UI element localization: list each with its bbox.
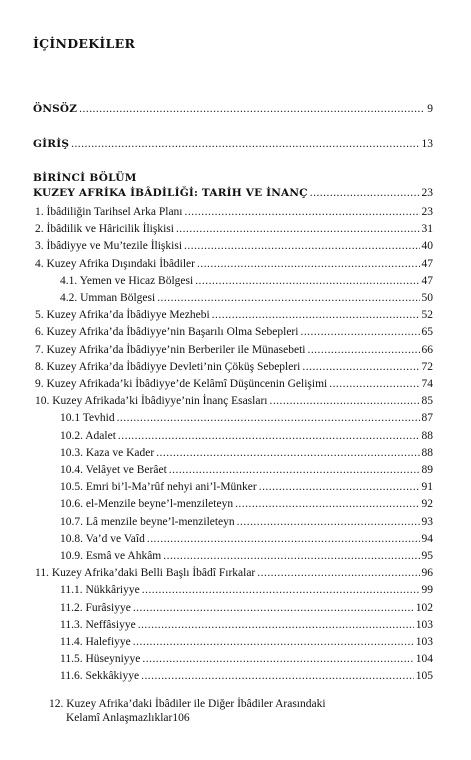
leader-dots (133, 636, 414, 649)
toc-subentry (60, 636, 433, 649)
toc-entry (35, 395, 433, 408)
leader-dots (138, 619, 414, 632)
toc-entry (35, 258, 433, 271)
toc-subentry (60, 430, 433, 443)
toc-subentry (60, 464, 433, 477)
toc-subentry (60, 550, 433, 563)
entry-label: 10.4. Velâyet ve Berâet (60, 464, 167, 476)
entry-page: 92 (421, 498, 433, 511)
toc-entry (35, 223, 433, 236)
toc-subentry (60, 481, 433, 494)
toc-entry (35, 326, 433, 339)
entry-page: 50 (421, 292, 433, 304)
leader-dots (329, 378, 419, 391)
front-entry-label: GİRİŞ (33, 138, 70, 150)
entry-page: 96 (421, 567, 433, 580)
entry-page: 91 (421, 481, 433, 494)
entry-label: 2. İbâdilik ve Hâricilik İlişkisi (35, 223, 174, 236)
entry-label: 9. Kuzey Afrikada’ki İbâdiyye’de Kelâmî Düşüncenin Gelişimi (35, 378, 328, 390)
entry-page: 47 (421, 257, 433, 270)
entry-label: 1. İbâdiliğin Tarihsel Arka Planı (35, 206, 183, 218)
entry-label: 11.6. Sekkâkiyye (60, 670, 140, 683)
entry-page: 52 (421, 309, 433, 322)
leader-dots (169, 464, 420, 477)
leader-dots (212, 309, 420, 322)
toc-subentry (60, 516, 433, 529)
leader-dots (118, 430, 420, 443)
toc-entry (35, 567, 433, 580)
leader-dots (142, 584, 420, 597)
entry-page: 104 (415, 653, 433, 666)
leader-dots (79, 103, 425, 116)
entry-page: 102 (415, 601, 433, 614)
toc-title: İÇİNDEKİLER (33, 36, 136, 51)
entry-page: 31 (421, 223, 433, 236)
toc-entry (35, 378, 433, 391)
entry-label: 7. Kuzey Afrika’da İbâdiyye’nin Berberiler ile Münasebeti (35, 343, 306, 356)
toc-subentry (60, 498, 433, 511)
toc-subentry (60, 533, 433, 546)
entry-page: 65 (421, 326, 433, 339)
entry-page: 47 (421, 274, 433, 287)
part-heading: BİRİNCİ BÖLÜM (33, 172, 137, 184)
entry-page: 93 (421, 515, 433, 528)
entry-label: 10.7. Lâ menzile beyne’l-menzileteyn (60, 515, 235, 528)
entry-page: 40 (421, 240, 433, 253)
leader-dots (176, 223, 420, 236)
front-entry (33, 138, 433, 151)
toc-subentry (60, 670, 433, 683)
entry-page: 103 (415, 636, 433, 648)
entry-label: 11.3. Neffâsiyye (60, 618, 136, 631)
leader-dots (310, 187, 420, 200)
leader-dots (300, 326, 419, 339)
front-entry-page: 9 (427, 103, 433, 115)
entry-page: 95 (421, 550, 433, 562)
entry-page: 94 (421, 532, 433, 545)
toc-entry (35, 344, 433, 357)
chapter-page: 23 (421, 187, 433, 199)
entry-label: 3. İbâdiyye ve Mu’tezile İlişkisi (35, 240, 183, 253)
leader-dots (235, 498, 419, 511)
last-entry-page: 106 (172, 712, 190, 724)
entry-page: 88 (421, 429, 433, 442)
entry-label: 11.5. Hüseyniyye (60, 653, 141, 666)
leader-dots (117, 412, 420, 425)
entry-label: 10.8. Va’d ve Vaîd (60, 532, 145, 545)
toc-subentry (60, 447, 433, 460)
leader-dots (195, 275, 419, 288)
leader-dots (259, 481, 420, 494)
toc-subentry (60, 292, 433, 305)
leader-dots (185, 206, 420, 219)
leader-dots (157, 292, 419, 305)
toc-subentry (60, 412, 433, 425)
entry-page: 99 (421, 584, 433, 597)
leader-dots (147, 533, 420, 546)
entry-label: 11.2. Furâsiyye (60, 601, 131, 614)
entry-label: 10.2. Adalet (60, 429, 116, 442)
leader-dots (197, 258, 420, 271)
toc-subentry (60, 584, 433, 597)
front-entry (33, 103, 433, 116)
leader-dots (302, 361, 419, 374)
last-entry-line1: 12. Kuzey Afrika’daki İbâdiler ile Diğer İbâdiler Arasındaki (49, 698, 326, 710)
entry-label: 11.1. Nükkâriyye (60, 584, 140, 597)
leader-dots (257, 567, 419, 580)
entry-label: 10.9. Esmâ ve Ahkâm (60, 550, 162, 562)
last-entry (66, 712, 433, 724)
leader-dots (142, 653, 413, 666)
toc-entry (35, 361, 433, 374)
chapter-label: KUZEY AFRİKA İBÂDİLİĞİ: TARİH VE İNANÇ (33, 187, 308, 199)
toc-subentry (60, 602, 433, 615)
toc-entry (35, 206, 433, 219)
entry-page: 89 (421, 464, 433, 476)
toc-subentry (60, 275, 433, 288)
leader-dots (163, 550, 419, 563)
entry-page: 88 (421, 446, 433, 459)
entry-page: 103 (415, 618, 433, 631)
entry-page: 85 (421, 395, 433, 408)
entry-page: 72 (421, 360, 433, 373)
entry-label: 5. Kuzey Afrika’da İbâdiyye Mezhebi (35, 309, 210, 322)
leader-dots (141, 670, 414, 683)
entry-label: 10.1 Tevhid (60, 412, 115, 425)
entry-label: 10. Kuzey Afrikada’ki İbâdiyye’nin İnanç Esasları (35, 395, 268, 408)
entry-label: 11.4. Halefiyye (60, 636, 131, 648)
toc-subentry (60, 619, 433, 632)
leader-dots (184, 240, 419, 253)
toc-entry (35, 240, 433, 253)
front-entry-page: 13 (421, 138, 433, 150)
entry-page: 74 (421, 378, 433, 390)
toc-entry (35, 309, 433, 322)
entry-page: 23 (421, 206, 433, 218)
last-entry-line2: Kelamî Anlaşmazlıklar (66, 712, 173, 724)
leader-dots (71, 138, 419, 151)
leader-dots (133, 602, 414, 615)
toc-subentry (60, 653, 433, 666)
entry-label: 4. Kuzey Afrika Dışındaki İbâdiler (35, 257, 195, 270)
leader-dots (307, 344, 419, 357)
entry-label: 10.5. Emri bi’l-Ma’rûf nehyi ani’l-Münker (60, 481, 257, 494)
entry-label: 10.3. Kaza ve Kader (60, 446, 155, 459)
entry-page: 105 (415, 670, 433, 683)
entry-label: 11. Kuzey Afrika’daki Belli Başlı İbâdî Fırkalar (35, 567, 256, 580)
entry-label: 4.1. Yemen ve Hicaz Bölgesi (60, 274, 194, 287)
entry-label: 4.2. Umman Bölgesi (60, 292, 156, 304)
entry-page: 87 (421, 412, 433, 425)
entry-label: 6. Kuzey Afrika’da İbâdiyye’nin Başarılı Olma Sebepleri (35, 326, 299, 339)
leader-dots (269, 395, 419, 408)
front-entry-label: ÖNSÖZ (33, 103, 78, 115)
entry-label: 10.6. el-Menzile beyne’l-menzileteyn (60, 498, 234, 511)
leader-dots (156, 447, 419, 460)
entry-label: 8. Kuzey Afrika’da İbâdiyye Devleti’nin Çöküş Sebepleri (35, 360, 301, 373)
chapter-entry (33, 187, 433, 200)
leader-dots (237, 516, 420, 529)
entry-page: 66 (421, 343, 433, 356)
